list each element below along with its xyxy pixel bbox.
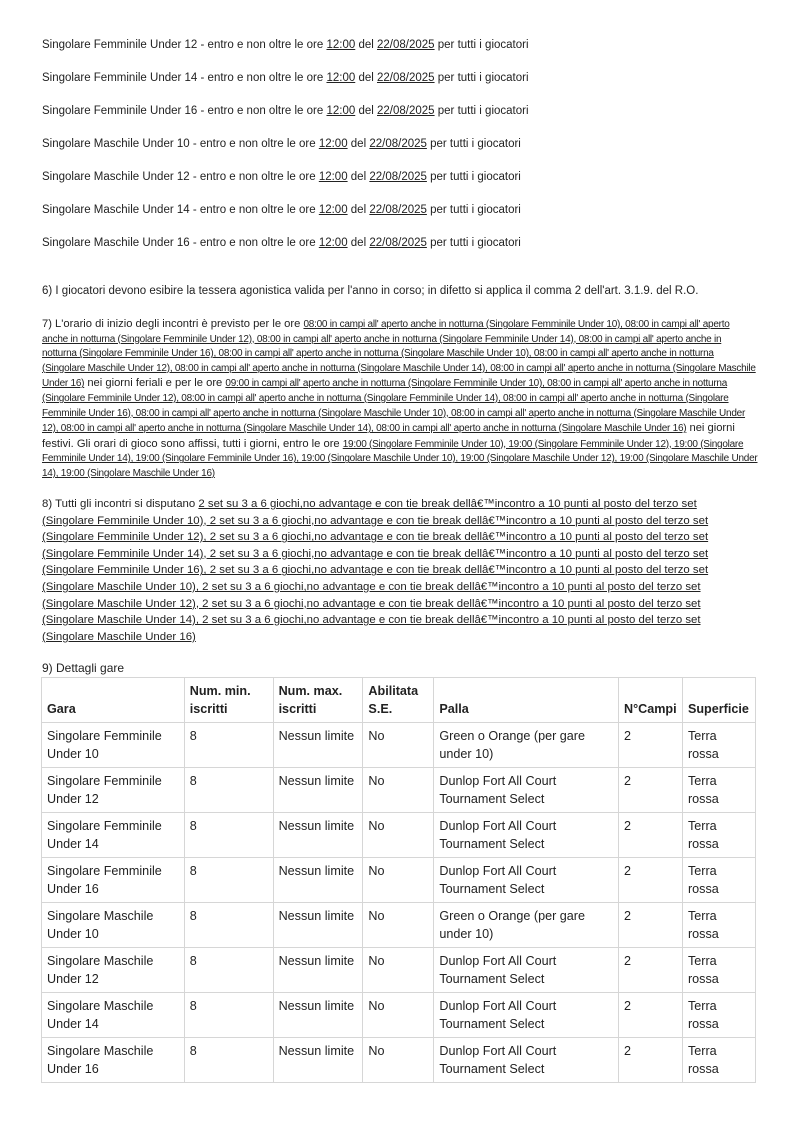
cell-num-min: 8: [184, 903, 273, 948]
paragraph-8: [42, 496, 742, 645]
cell-palla: Dunlop Fort All Court Tournament Select: [434, 813, 619, 858]
table-row: [42, 1038, 756, 1083]
cell-gara: Singolare Maschile Under 10: [42, 903, 185, 948]
cell-num-min: 8: [184, 948, 273, 993]
cell-superficie: Terra rossa: [682, 858, 755, 903]
cell-abilitata-se: No: [363, 813, 434, 858]
table-row: [42, 723, 756, 768]
cell-num-max: Nessun limite: [273, 993, 363, 1038]
header-num-campi: N°Campi: [618, 678, 682, 723]
cell-palla: Green o Orange (per gare under 10): [434, 723, 619, 768]
cell-num-max: Nessun limite: [273, 813, 363, 858]
cell-num-campi: 2: [618, 948, 682, 993]
cell-num-min: 8: [184, 1038, 273, 1083]
deadline-text: - entro e non oltre le ore: [189, 237, 319, 249]
cell-num-min: 8: [184, 813, 273, 858]
cell-num-campi: 2: [618, 903, 682, 948]
cell-superficie: Terra rossa: [682, 903, 755, 948]
cell-gara: Singolare Femminile Under 10: [42, 723, 185, 768]
cell-gara: Singolare Femminile Under 14: [42, 813, 185, 858]
paragraph-7-tail: nei giorni festivi. Gli orari di gioco sono affissi, tutti i giorni, entro le ore: [42, 422, 735, 450]
deadline-date: 22/08/2025: [369, 237, 427, 249]
cell-num-min: 8: [184, 723, 273, 768]
table-row: [42, 903, 756, 948]
deadline-time: 12:00: [318, 138, 348, 150]
table-row: [42, 948, 756, 993]
deadline-text: del: [355, 72, 377, 84]
header-superficie: Superficie: [682, 678, 755, 723]
cell-abilitata-se: No: [363, 1038, 434, 1083]
cell-abilitata-se: No: [363, 903, 434, 948]
cell-abilitata-se: No: [363, 768, 434, 813]
orari-festivi: 09:00 in campi all' aperto anche in notturna (Singolare Femminile Under 10), 08:00 in campi all' aperto anche in notturna (Singolare Femminile Under 12), 08:00 in campi all' aperto anche in notturna (Singolare Femminile Under 14), 08:00 in campi all' aperto anche in notturna (Singolare Femminile Under 16), 08:00 in campi all' aperto anche in notturna (Singolare Maschile Under 10), 08:00 in campi all' aperto anche in notturna (Singolare Maschile Under 12), 08:00 in campi all' aperto anche in notturna (Singolare Maschile Under 14), 08:00 in campi all' aperto anche in notturna (Singolare Maschile Under 16): [42, 378, 746, 435]
section-title-dettagli-gare: 9) Dettagli gare: [42, 661, 125, 675]
cell-palla: Dunlop Fort All Court Tournament Select: [434, 1038, 619, 1083]
cell-gara: Singolare Maschile Under 14: [42, 993, 185, 1038]
deadline-gara: Singolare Femminile Under 12: [42, 39, 198, 51]
deadline-line: [42, 203, 521, 217]
cell-palla: Dunlop Fort All Court Tournament Select: [434, 858, 619, 903]
deadline-text: del: [347, 204, 370, 216]
formula-incontri: 2 set su 3 a 6 giochi,no advantage e con tie break dellâ€™incontro a 10 punti al posto del terzo set (Singolare Femminile Under 10), 2 set su 3 a 6 giochi,no advantage e con tie break dellâ€™incontro a 10 punti al posto del terzo set (Singolare Femminile Under 12), 2 set su 3 a 6 giochi,no advantage e con tie break dellâ€™incontro a 10 punti al posto del terzo set (Singolare Femminile Under 14), 2 set su 3 a 6 giochi,no advantage e con tie break dellâ€™incontro a 10 punti al posto del terzo set (Singolare Femminile Under 16), 2 set su 3 a 6 giochi,no advantage e con tie break dellâ€™incontro a 10 punti al posto del terzo set (Singolare Maschile Under 10), 2 set su 3 a 6 giochi,no advantage e con tie break dellâ€™incontro a 10 punti al posto del terzo set (Singolare Maschile Under 12), 2 set su 3 a 6 giochi,no advantage e con tie break dellâ€™incontro a 10 punti al posto del terzo set (Singolare Maschile Under 14), 2 set su 3 a 6 giochi,no advantage e con tie break dellâ€™incontro a 10 punti al posto del terzo set (Singolare Maschile Under 16): [42, 498, 709, 643]
cell-superficie: Terra rossa: [682, 768, 755, 813]
cell-num-max: Nessun limite: [273, 768, 363, 813]
deadline-gara: Singolare Maschile Under 16: [42, 237, 190, 249]
deadline-time: 12:00: [326, 39, 356, 51]
cell-num-campi: 2: [618, 813, 682, 858]
cell-num-campi: 2: [618, 993, 682, 1038]
cell-gara: Singolare Femminile Under 16: [42, 858, 185, 903]
cell-superficie: Terra rossa: [682, 723, 755, 768]
deadline-text: del: [347, 237, 370, 249]
deadline-text: per tutti i giocatori: [426, 138, 521, 150]
cell-abilitata-se: No: [363, 858, 434, 903]
cell-palla: Green o Orange (per gare under 10): [434, 903, 619, 948]
deadline-text: per tutti i giocatori: [426, 204, 521, 216]
cell-gara: Singolare Femminile Under 12: [42, 768, 185, 813]
cell-num-max: Nessun limite: [273, 948, 363, 993]
deadline-time: 12:00: [326, 72, 356, 84]
cell-superficie: Terra rossa: [682, 813, 755, 858]
deadline-date: 22/08/2025: [377, 39, 435, 51]
cell-num-min: 8: [184, 993, 273, 1038]
deadline-date: 22/08/2025: [369, 204, 427, 216]
deadline-time: 12:00: [318, 171, 348, 183]
deadline-gara: Singolare Femminile Under 14: [42, 72, 198, 84]
deadline-line: [42, 71, 529, 85]
header-abilitata-se: Abilitata S.E.: [363, 678, 434, 723]
deadline-text: per tutti i giocatori: [434, 72, 529, 84]
deadline-date: 22/08/2025: [377, 105, 435, 117]
cell-num-min: 8: [184, 768, 273, 813]
deadline-line: [42, 38, 529, 52]
cell-num-campi: 2: [618, 723, 682, 768]
deadline-text: del: [347, 171, 370, 183]
deadline-line: [42, 137, 521, 151]
paragraph-6: 6) I giocatori devono esibire la tessera agonistica valida per l'anno in corso; in difetto si applica il comma 2 dell'art. 3.1.9. del R.O.: [42, 285, 699, 297]
deadline-text: per tutti i giocatori: [426, 171, 521, 183]
cell-num-campi: 2: [618, 768, 682, 813]
cell-abilitata-se: No: [363, 993, 434, 1038]
deadline-text: del: [347, 138, 370, 150]
cell-num-min: 8: [184, 858, 273, 903]
table-row: [42, 993, 756, 1038]
paragraph-7-lead: 7) L'orario di inizio degli incontri è previsto per le ore: [42, 318, 304, 330]
deadline-date: 22/08/2025: [369, 171, 427, 183]
deadline-text: - entro e non oltre le ore: [189, 138, 319, 150]
deadline-line: [42, 104, 529, 118]
deadline-gara: Singolare Femminile Under 16: [42, 105, 198, 117]
orari-feriali: 08:00 in campi all' aperto anche in notturna (Singolare Femminile Under 10), 08:00 in campi all' aperto anche in notturna (Singolare Femminile Under 12), 08:00 in campi all' aperto anche in notturna (Singolare Femminile Under 14), 08:00 in campi all' aperto anche in notturna (Singolare Femminile Under 16), 08:00 in campi all' aperto anche in notturna (Singolare Maschile Under 10), 08:00 in campi all' aperto anche in notturna (Singolare Maschile Under 12), 08:00 in campi all' aperto anche in notturna (Singolare Maschile Under 14), 08:00 in campi all' aperto anche in notturna (Singolare Maschile Under 16): [42, 319, 756, 390]
deadline-text: per tutti i giocatori: [426, 237, 521, 249]
table-row: [42, 813, 756, 858]
deadline-text: - entro e non oltre le ore: [197, 39, 327, 51]
cell-palla: Dunlop Fort All Court Tournament Select: [434, 768, 619, 813]
deadline-time: 12:00: [326, 105, 356, 117]
table-row: [42, 768, 756, 813]
deadline-line: [42, 236, 521, 250]
deadline-date: 22/08/2025: [377, 72, 435, 84]
deadline-text: - entro e non oltre le ore: [197, 105, 327, 117]
deadline-text: per tutti i giocatori: [434, 105, 529, 117]
orari-affissione: 19:00 (Singolare Femminile Under 10), 19:00 (Singolare Femminile Under 12), 19:00 (Singolare Femminile Under 14), 19:00 (Singolare Femminile Under 16), 19:00 (Singolare Maschile Under 10), 19:00 (Singolare Maschile Under 12), 19:00 (Singolare Maschile Under 14), 19:00 (Singolare Maschile Under 16): [42, 438, 758, 479]
deadline-gara: Singolare Maschile Under 14: [42, 204, 190, 216]
cell-palla: Dunlop Fort All Court Tournament Select: [434, 993, 619, 1038]
deadline-text: - entro e non oltre le ore: [197, 72, 327, 84]
deadline-time: 12:00: [318, 204, 348, 216]
cell-gara: Singolare Maschile Under 16: [42, 1038, 185, 1083]
deadline-text: per tutti i giocatori: [434, 39, 529, 51]
header-num-max: Num. max. iscritti: [273, 678, 363, 723]
cell-superficie: Terra rossa: [682, 948, 755, 993]
deadline-gara: Singolare Maschile Under 12: [42, 171, 190, 183]
cell-num-campi: 2: [618, 1038, 682, 1083]
header-num-min: Num. min. iscritti: [184, 678, 273, 723]
paragraph-8-lead: 8) Tutti gli incontri si disputano: [42, 498, 199, 510]
dettagli-gare-table: [41, 677, 756, 1083]
cell-gara: Singolare Maschile Under 12: [42, 948, 185, 993]
cell-superficie: Terra rossa: [682, 993, 755, 1038]
deadline-gara: Singolare Maschile Under 10: [42, 138, 190, 150]
cell-abilitata-se: No: [363, 723, 434, 768]
cell-palla: Dunlop Fort All Court Tournament Select: [434, 948, 619, 993]
deadline-text: - entro e non oltre le ore: [189, 204, 319, 216]
paragraph-7: [42, 317, 758, 482]
paragraph-7-mid: nei giorni feriali e per le ore: [84, 377, 226, 390]
cell-num-max: Nessun limite: [273, 903, 363, 948]
deadline-date: 22/08/2025: [369, 138, 427, 150]
cell-num-max: Nessun limite: [273, 858, 363, 903]
deadline-line: [42, 170, 521, 184]
header-gara: Gara: [42, 678, 185, 723]
deadline-text: - entro e non oltre le ore: [189, 171, 319, 183]
cell-num-max: Nessun limite: [273, 723, 363, 768]
table-header-row: [42, 678, 756, 723]
deadline-text: del: [355, 39, 377, 51]
deadline-time: 12:00: [318, 237, 348, 249]
cell-num-max: Nessun limite: [273, 1038, 363, 1083]
cell-abilitata-se: No: [363, 948, 434, 993]
table-row: [42, 858, 756, 903]
cell-num-campi: 2: [618, 858, 682, 903]
header-palla: Palla: [434, 678, 619, 723]
deadline-text: del: [355, 105, 377, 117]
cell-superficie: Terra rossa: [682, 1038, 755, 1083]
